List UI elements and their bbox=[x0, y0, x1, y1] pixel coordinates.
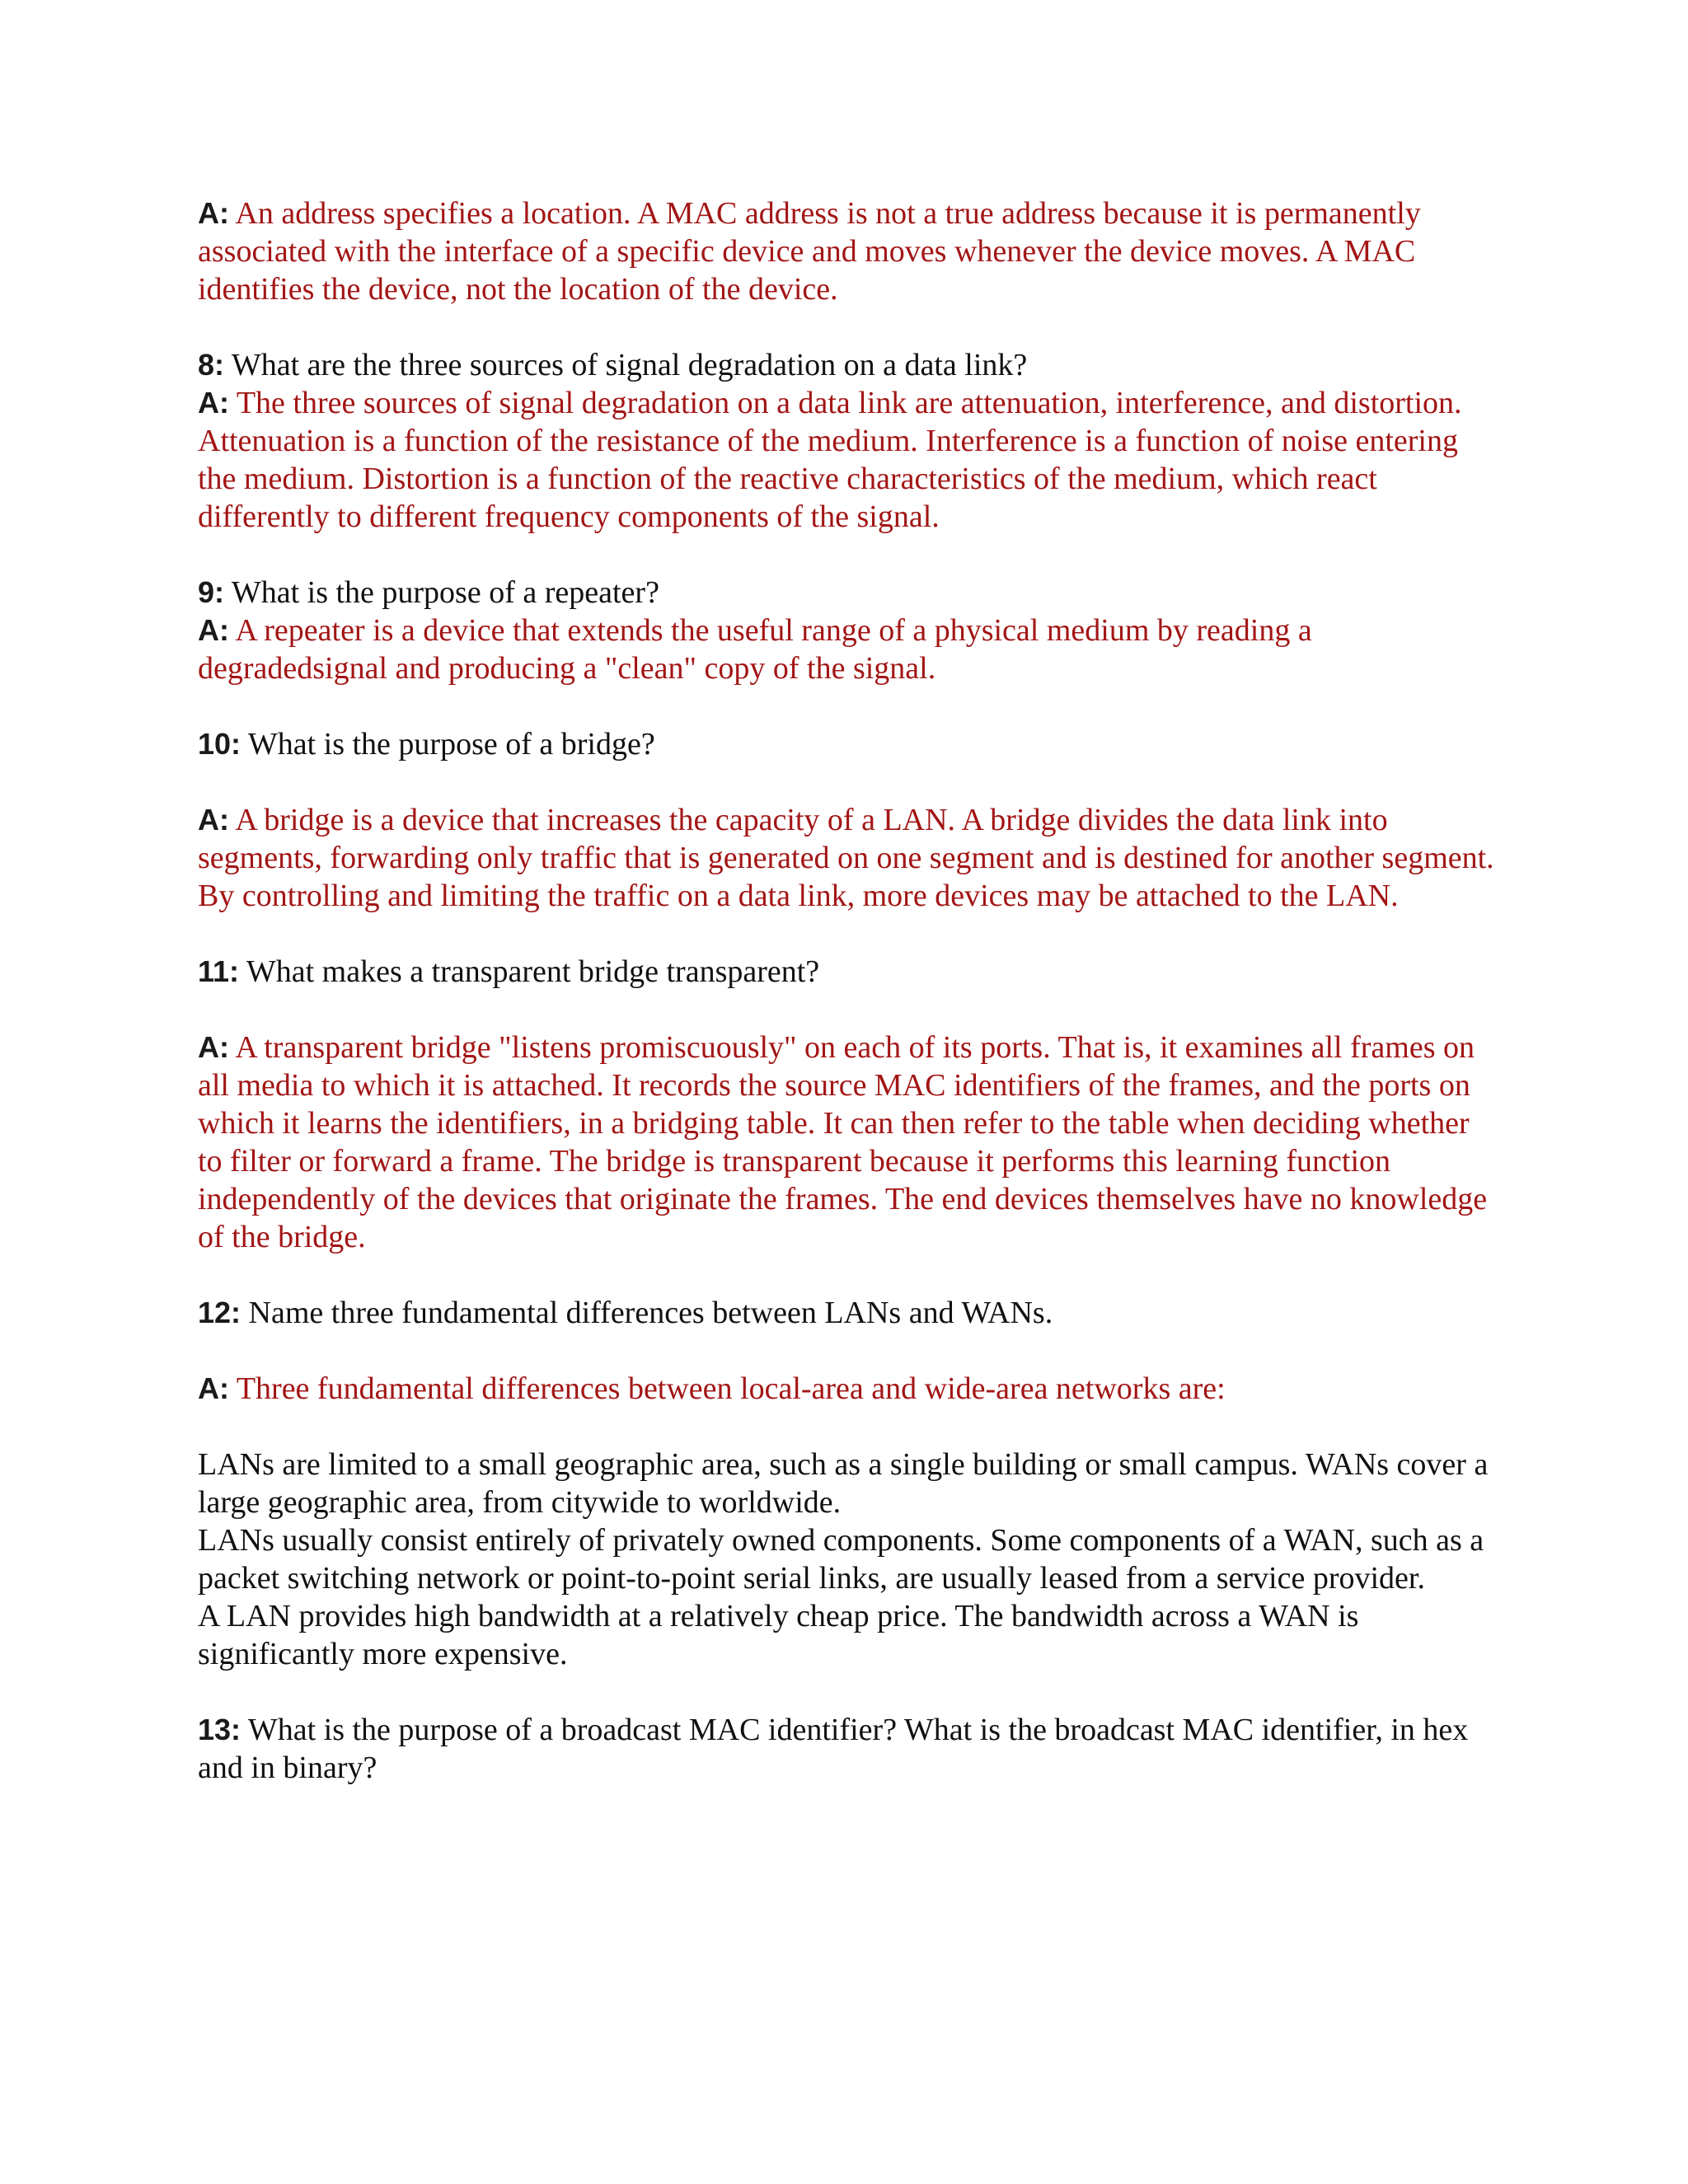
question-text: What makes a transparent bridge transparent? bbox=[246, 954, 820, 989]
question-10 bbox=[198, 725, 1500, 763]
list-item: A LAN provides high bandwidth at a relatively cheap price. The bandwidth across a WAN is significantly more expensive. bbox=[198, 1599, 1359, 1671]
question-label: 13: bbox=[198, 1713, 241, 1746]
question-label: 10: bbox=[198, 727, 241, 761]
question-13 bbox=[198, 1711, 1500, 1787]
answer-text: Three fundamental differences between local-area and wide-area networks are: bbox=[236, 1371, 1226, 1406]
question-label: 12: bbox=[198, 1296, 241, 1329]
question-12 bbox=[198, 1294, 1500, 1332]
answer-label: A: bbox=[198, 386, 229, 419]
answer-label: A: bbox=[198, 1371, 229, 1405]
answer-text: A transparent bridge "listens promiscuously" on each of its ports. That is, it examines all frames on all media to which it is attached. It records the source MAC identifiers of the frames, and the ports on which it learns the identifiers, in a bridging table. It can then refer to the table when deciding whether to filter or forward a frame. The bridge is transparent because it performs this learning function independently of the devices that originate the frames. The end devices themselves have no knowledge of the bridge. bbox=[198, 1030, 1488, 1254]
list-item: LANs usually consist entirely of privately owned components. Some components of a WAN, such as a packet switching network or point-to-point serial links, are usually leased from a service provider. bbox=[198, 1523, 1484, 1596]
question-text: What are the three sources of signal degradation on a data link? bbox=[231, 348, 1028, 382]
answer-text: A bridge is a device that increases the capacity of a LAN. A bridge divides the data link into segments, forwarding only traffic that is generated on one segment and is destined for another segment. By controlling and limiting the traffic on a data link, more devices may be attached to the LAN. bbox=[198, 803, 1494, 913]
question-11 bbox=[198, 953, 1500, 991]
document-content bbox=[198, 194, 1500, 1825]
question-text: What is the purpose of a repeater? bbox=[231, 575, 659, 610]
answer-10 bbox=[198, 801, 1500, 915]
answer-7 bbox=[198, 194, 1500, 308]
question-label: 8: bbox=[198, 348, 225, 382]
differences-list bbox=[198, 1446, 1500, 1673]
list-item: LANs are limited to a small geographic area, such as a single building or small campus. WANs cover a large geographic area, from citywide to worldwide. bbox=[198, 1447, 1489, 1520]
answer-label: A: bbox=[198, 613, 229, 647]
qa-8 bbox=[198, 346, 1500, 536]
answer-text: The three sources of signal degradation on a data link are attenuation, interference, and distortion. Attenuation is a function of the resistance of the medium. Interference is a function of noise entering the medium. Distortion is a function of the reactive characteristics of the medium, which react differently to different frequency components of the signal. bbox=[198, 386, 1462, 534]
answer-label: A: bbox=[198, 1030, 229, 1064]
answer-label: A: bbox=[198, 196, 229, 230]
answer-text: An address specifies a location. A MAC address is not a true address because it is permanently associated with the interface of a specific device and moves whenever the device moves. A MAC identifies the device, not the location of the device. bbox=[198, 196, 1421, 307]
question-label: 9: bbox=[198, 575, 225, 609]
qa-9 bbox=[198, 574, 1500, 687]
question-text: What is the purpose of a bridge? bbox=[247, 727, 655, 762]
question-text: Name three fundamental differences between LANs and WANs. bbox=[248, 1296, 1053, 1330]
answer-text: A repeater is a device that extends the useful range of a physical medium by reading a degradedsignal and producing a "clean" copy of the signal. bbox=[198, 613, 1312, 686]
answer-12 bbox=[198, 1370, 1500, 1408]
question-text: What is the purpose of a broadcast MAC identifier? What is the broadcast MAC identifier, in hex and in binary? bbox=[198, 1713, 1469, 1785]
answer-11 bbox=[198, 1029, 1500, 1256]
answer-label: A: bbox=[198, 803, 229, 837]
question-label: 11: bbox=[198, 954, 240, 988]
